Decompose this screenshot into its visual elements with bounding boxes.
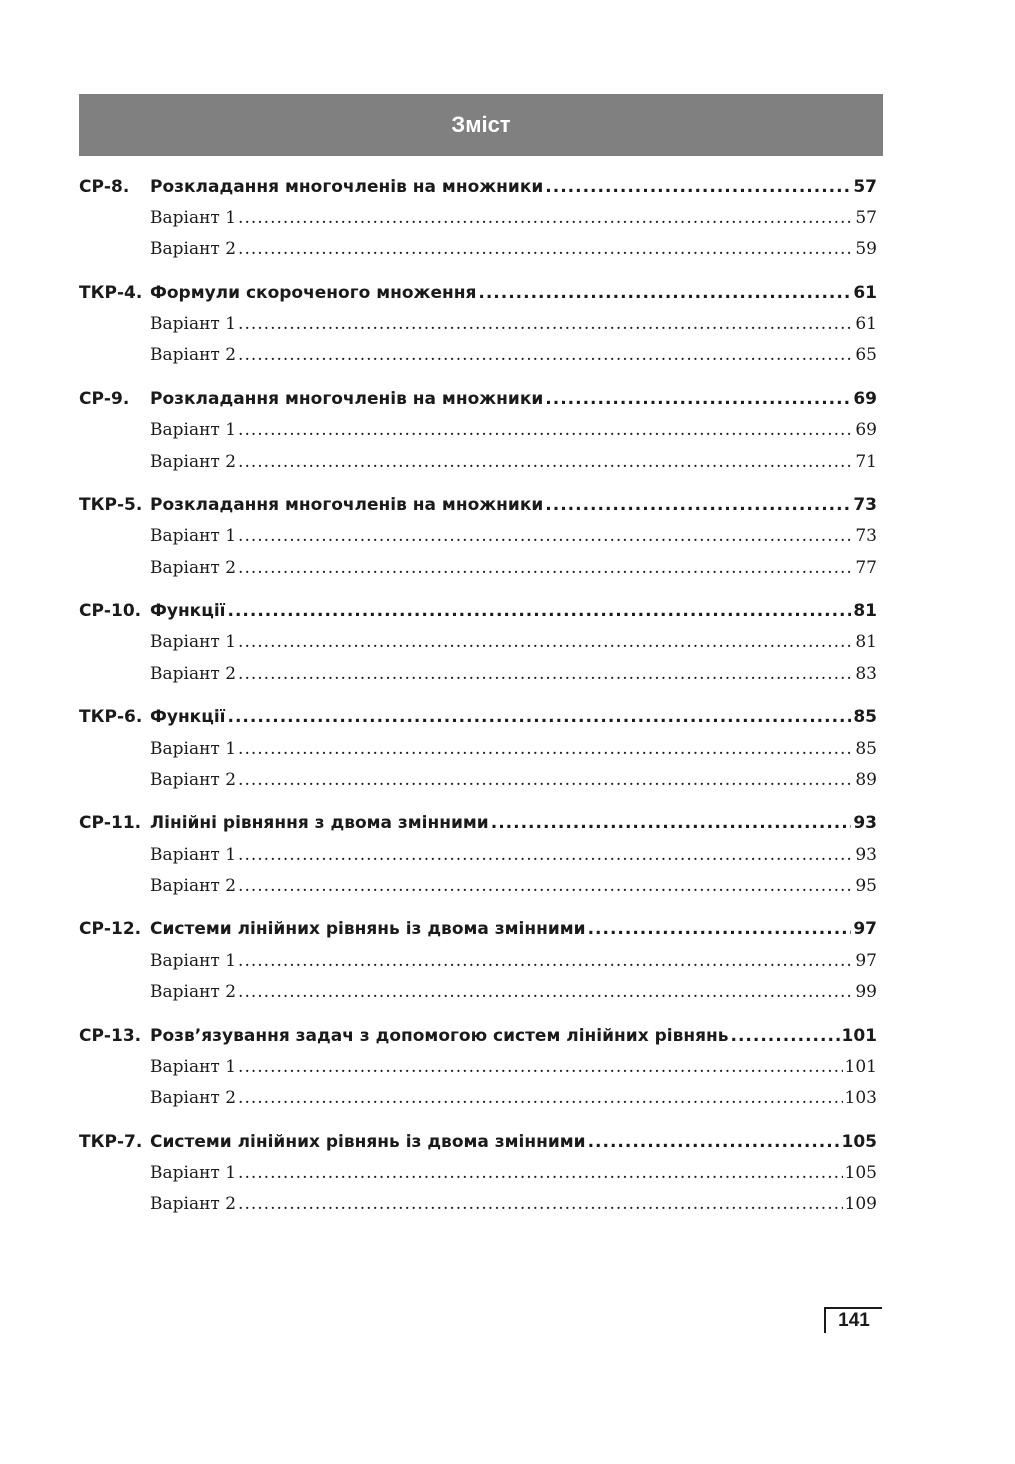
toc-entry-code: СР-13. — [79, 1025, 142, 1046]
toc-subentry-label: Варіант 1 — [150, 420, 237, 441]
toc-subentry-page: 97 — [855, 950, 877, 971]
toc-subentry-label: Варіант 2 — [150, 1193, 237, 1214]
toc-entry[interactable] — [79, 702, 877, 733]
toc-subentry[interactable] — [79, 521, 877, 552]
toc-subentry[interactable] — [79, 627, 877, 658]
toc-subentry-page: 93 — [855, 844, 877, 865]
toc-subentry[interactable] — [79, 1052, 877, 1083]
toc-section — [79, 490, 877, 584]
dot-leader — [238, 1189, 843, 1220]
toc-subentry-page: 105 — [844, 1162, 877, 1183]
toc-subentry-page: 83 — [855, 663, 877, 684]
toc-entry-page: 85 — [853, 707, 877, 728]
toc-subentry-page: 89 — [855, 769, 877, 790]
toc-subentry-label: Варіант 2 — [150, 981, 237, 1002]
dot-leader — [238, 309, 853, 340]
dot-leader — [588, 1127, 840, 1158]
toc-subentry[interactable] — [79, 234, 877, 265]
toc-subentry[interactable] — [79, 1083, 877, 1114]
dot-leader — [545, 384, 851, 415]
toc-subentry-page: 61 — [855, 314, 877, 335]
toc-subentry[interactable] — [79, 734, 877, 765]
toc-subentry[interactable] — [79, 447, 877, 478]
toc-subentry[interactable] — [79, 977, 877, 1008]
table-of-contents — [79, 172, 877, 1233]
toc-subentry-page: 57 — [855, 208, 877, 229]
toc-subentry[interactable] — [79, 765, 877, 796]
contents-title: Зміст — [451, 112, 511, 137]
toc-entry-code: ТКР-6. — [79, 707, 143, 728]
dot-leader — [238, 203, 853, 234]
dot-leader — [238, 447, 853, 478]
dot-leader — [238, 627, 853, 658]
toc-subentry[interactable] — [79, 415, 877, 446]
dot-leader — [238, 1158, 843, 1189]
dot-leader — [238, 1052, 843, 1083]
dot-leader — [238, 340, 853, 371]
toc-section — [79, 702, 877, 796]
toc-entry-page: 97 — [853, 919, 877, 940]
toc-entry-code: СР-11. — [79, 813, 142, 834]
dot-leader — [238, 521, 853, 552]
toc-entry-code: СР-10. — [79, 601, 142, 622]
toc-subentry-label: Варіант 2 — [150, 451, 237, 472]
toc-subentry[interactable] — [79, 309, 877, 340]
toc-entry-page: 57 — [853, 177, 877, 197]
toc-subentry-label: Варіант 1 — [150, 314, 237, 335]
toc-subentry-page: 95 — [855, 875, 877, 896]
dot-leader — [227, 596, 851, 627]
toc-subentry-label: Варіант 2 — [150, 663, 237, 684]
dot-leader — [545, 490, 851, 521]
toc-entry-code: ТКР-4. — [79, 283, 143, 304]
toc-entry-page: 101 — [841, 1025, 877, 1046]
toc-entry-page: 61 — [853, 283, 877, 304]
toc-entry-title: Розв’язування задач з допомогою систем лінійних рівнянь — [150, 1025, 729, 1046]
toc-entry-code: ТКР-5. — [79, 495, 143, 516]
toc-subentry-page: 59 — [855, 239, 877, 260]
dot-leader — [478, 278, 851, 309]
toc-entry[interactable] — [79, 914, 877, 945]
toc-subentry-page: 103 — [844, 1087, 877, 1108]
toc-entry-title: Системи лінійних рівнянь із двома змінними — [150, 1131, 586, 1152]
toc-subentry-page: 69 — [855, 420, 877, 441]
toc-entry-page: 93 — [853, 813, 877, 834]
toc-subentry-page: 71 — [855, 451, 877, 472]
toc-section — [79, 914, 877, 1008]
toc-subentry-label: Варіант 1 — [150, 950, 237, 971]
toc-subentry-label: Варіант 1 — [150, 208, 237, 229]
toc-entry-code: СР-12. — [79, 919, 142, 940]
toc-entry-title: Системи лінійних рівнянь із двома змінними — [150, 919, 586, 940]
toc-entry-page: 81 — [853, 601, 877, 622]
toc-subentry[interactable] — [79, 203, 877, 234]
toc-subentry-label: Варіант 2 — [150, 769, 237, 790]
toc-subentry[interactable] — [79, 946, 877, 977]
toc-entry-title: Формули скороченого множення — [150, 283, 477, 304]
toc-subentry[interactable] — [79, 553, 877, 584]
toc-section — [79, 1127, 877, 1221]
toc-entry[interactable] — [79, 1021, 877, 1052]
dot-leader — [731, 1021, 840, 1052]
dot-leader — [545, 172, 851, 203]
toc-section — [79, 808, 877, 902]
toc-subentry-page: 81 — [855, 632, 877, 653]
toc-subentry[interactable] — [79, 659, 877, 690]
dot-leader — [238, 415, 853, 446]
toc-entry[interactable] — [79, 1127, 877, 1158]
dot-leader — [238, 946, 853, 977]
toc-entry-page: 69 — [853, 389, 877, 410]
dot-leader — [238, 977, 853, 1008]
dot-leader — [227, 702, 851, 733]
dot-leader — [238, 840, 853, 871]
toc-section — [79, 172, 877, 266]
dot-leader — [491, 808, 852, 839]
dot-leader — [238, 553, 853, 584]
toc-subentry-label: Варіант 2 — [150, 875, 237, 896]
dot-leader — [588, 914, 852, 945]
toc-entry-title: Функції — [150, 601, 226, 622]
toc-entry[interactable] — [79, 596, 877, 627]
toc-subentry-page: 99 — [855, 981, 877, 1002]
dot-leader — [238, 659, 853, 690]
toc-subentry-label: Варіант 2 — [150, 557, 237, 578]
toc-subentry-page: 77 — [855, 557, 877, 578]
toc-entry[interactable] — [79, 278, 877, 309]
page-number-box — [824, 1307, 882, 1333]
toc-entry-title: Лінійні рівняння з двома змінними — [150, 813, 489, 834]
toc-subentry-label: Варіант 1 — [150, 1162, 237, 1183]
toc-entry[interactable] — [79, 808, 877, 839]
dot-leader — [238, 734, 853, 765]
toc-subentry-label: Варіант 1 — [150, 844, 237, 865]
toc-entry[interactable] — [79, 490, 877, 521]
toc-subentry-label: Варіант 1 — [150, 632, 237, 653]
toc-subentry[interactable] — [79, 871, 877, 902]
toc-subentry-label: Варіант 1 — [150, 1056, 237, 1077]
toc-subentry-page: 85 — [855, 738, 877, 759]
toc-subentry-page: 101 — [844, 1056, 877, 1077]
toc-entry-code: СР-8. — [79, 177, 130, 197]
toc-subentry-label: Варіант 1 — [150, 526, 237, 547]
toc-entry-title: Розкладання многочленів на множники — [150, 177, 544, 197]
toc-section — [79, 278, 877, 372]
toc-subentry-label: Варіант 2 — [150, 239, 237, 260]
toc-subentry-page: 65 — [855, 345, 877, 366]
contents-header — [79, 94, 883, 156]
dot-leader — [238, 765, 853, 796]
toc-subentry-label: Варіант 2 — [150, 345, 237, 366]
toc-subentry[interactable] — [79, 840, 877, 871]
toc-section — [79, 1021, 877, 1115]
toc-subentry-label: Варіант 2 — [150, 1087, 237, 1108]
toc-subentry[interactable] — [79, 1189, 877, 1220]
dot-leader — [238, 234, 853, 265]
toc-entry-page: 105 — [841, 1131, 877, 1152]
toc-entry-title: Розкладання многочленів на множники — [150, 389, 544, 410]
toc-subentry-label: Варіант 1 — [150, 738, 237, 759]
toc-entry[interactable] — [79, 384, 877, 415]
toc-subentry-page: 73 — [855, 526, 877, 547]
dot-leader — [238, 1083, 843, 1114]
toc-entry[interactable] — [79, 172, 877, 203]
toc-entry-title: Розкладання многочленів на множники — [150, 495, 544, 516]
page-number: 141 — [838, 1310, 870, 1331]
toc-section — [79, 596, 877, 690]
toc-subentry[interactable] — [79, 340, 877, 371]
toc-entry-code: СР-9. — [79, 389, 130, 410]
toc-entry-code: ТКР-7. — [79, 1131, 143, 1152]
toc-entry-page: 73 — [853, 495, 877, 516]
dot-leader — [238, 871, 853, 902]
toc-subentry-page: 109 — [844, 1193, 877, 1214]
toc-entry-title: Функції — [150, 707, 226, 728]
toc-subentry[interactable] — [79, 1158, 877, 1189]
toc-section — [79, 384, 877, 478]
